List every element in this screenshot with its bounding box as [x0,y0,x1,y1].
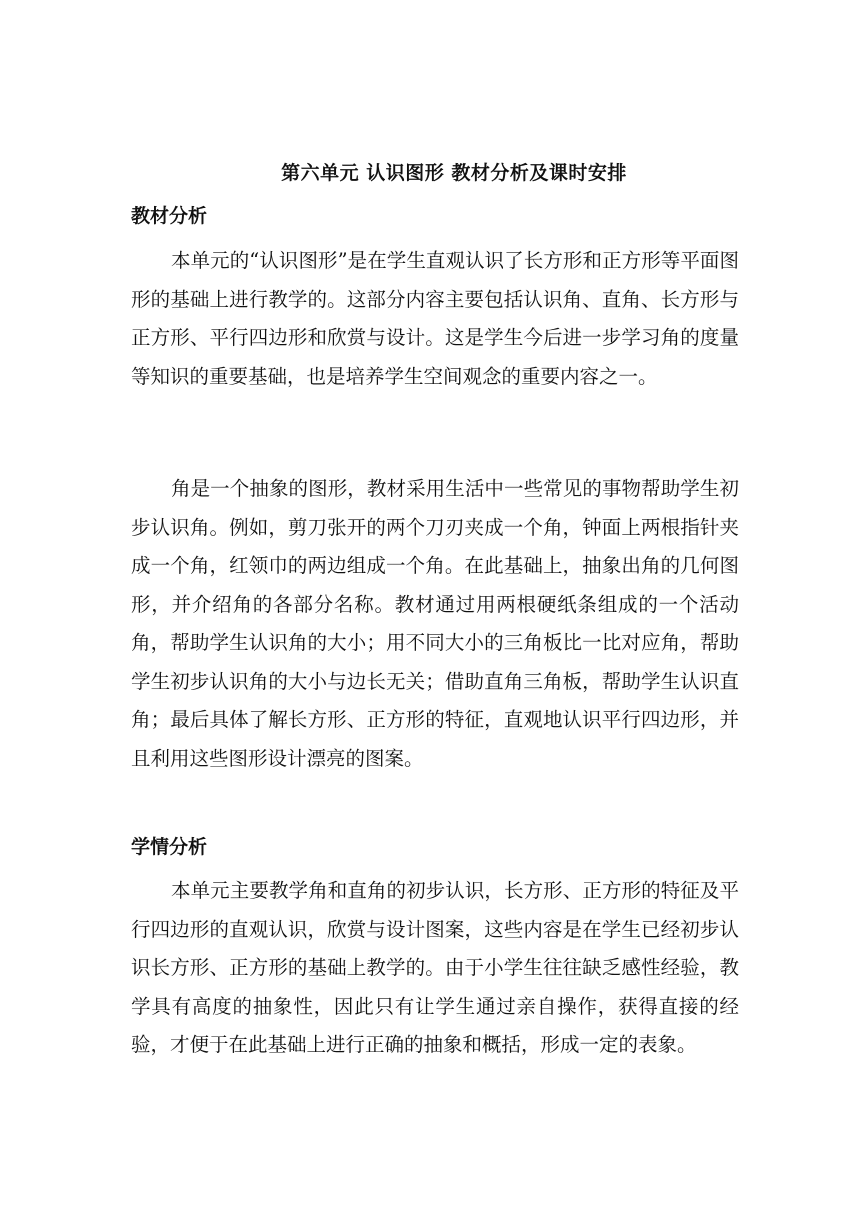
paragraph-angle-introduction: 角是一个抽象的图形，教材采用生活中一些常见的事物帮助学生初步认识角。例如，剪刀张开的两个刀刃夹成一个角，钟面上两根指针夹成一个角，红领巾的两边组成一个角。在此基础上，抽象出角的几何图形，并介绍角的各部分名称。教材通过用两根硬纸条组成的一个活动角，帮助学生认识角的大小；用不同大小的三角板比一比对应角，帮助学生初步认识角的大小与边长无关；借助直角三角板，帮助学生认识直角；最后具体了解长方形、正方形的特征，直观地认识平行四边形，并且利用这些图形设计漂亮的图案。 [131,477,739,770]
paragraph-unit-overview: 本单元的“认识图形”是在学生直观认识了长方形和正方形等平面图形的基础上进行教学的。这部分内容主要包括认识角、直角、长方形与正方形、平行四边形和欣赏与设计。这是学生今后进一步学习角的度量等知识的重要基础，也是培养学生空间观念的重要内容之一。 [131,249,739,388]
document-title: 第六单元 认识图形 教材分析及课时安排 [281,162,627,184]
section-heading-textbook-analysis: 教材分析 [131,205,208,227]
paragraph-student-analysis: 本单元主要教学角和直角的初步认识，长方形、正方形的特征及平行四边形的直观认识，欣赏与设计图案，这些内容是在学生已经初步认识长方形、正方形的基础上教学的。由于小学生往往缺乏感性经验，教学具有高度的抽象性，因此只有让学生通过亲自操作，获得直接的经验，才便于在此基础上进行正确的抽象和概括，形成一定的表象。 [131,879,739,1056]
section-heading-student-analysis: 学情分析 [131,836,208,858]
